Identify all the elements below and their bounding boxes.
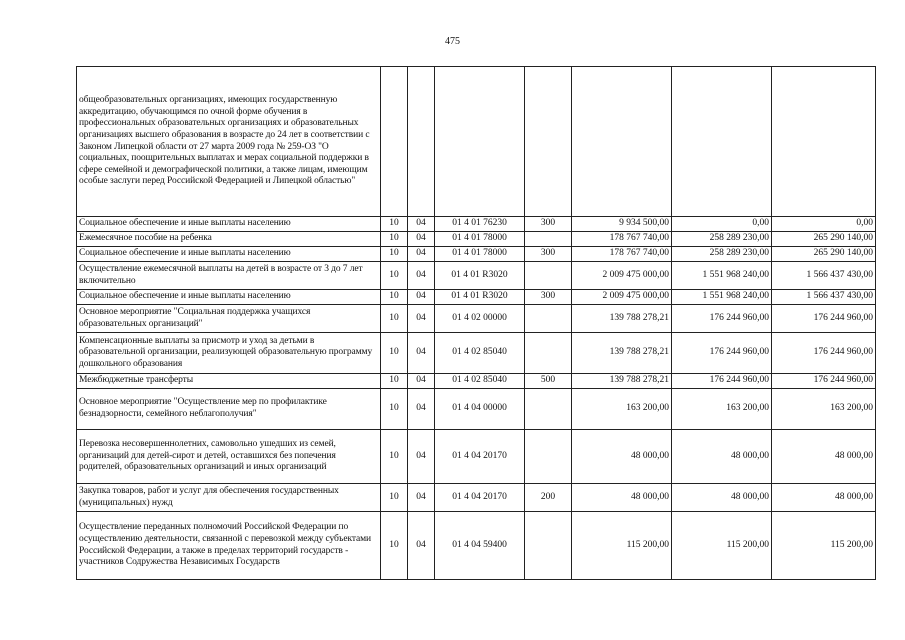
cell-target-article: 01 4 02 85040 (435, 374, 525, 389)
cell-amount-year2: 0,00 (672, 217, 772, 232)
cell-subsection: 04 (408, 333, 435, 374)
cell-subsection: 04 (408, 305, 435, 333)
cell-target-article: 01 4 01 78000 (435, 232, 525, 247)
row-description: Социальное обеспечение и иные выплаты населению (77, 247, 381, 262)
cell-amount-year2: 115 200,00 (672, 512, 772, 580)
cell-section: 10 (381, 374, 408, 389)
row-description: Социальное обеспечение и иные выплаты населению (77, 290, 381, 305)
table-row (77, 305, 876, 333)
row-description: Компенсационные выплаты за присмотр и уход за детьми в образовательной организации, реализующей образовательную программу дошкольного образования (77, 333, 381, 374)
cell-amount-year3: 1 566 437 430,00 (772, 262, 876, 290)
table-row (77, 67, 876, 217)
row-description: Основное мероприятие "Социальная поддержка учащихся образовательных организаций" (77, 305, 381, 333)
cell-section: 10 (381, 484, 408, 512)
cell-amount-year2: 176 244 960,00 (672, 333, 772, 374)
cell-amount-year1: 139 788 278,21 (572, 374, 672, 389)
cell-amount-year1: 2 009 475 000,00 (572, 262, 672, 290)
cell-section: 10 (381, 262, 408, 290)
cell-subsection: 04 (408, 290, 435, 305)
cell-subsection: 04 (408, 430, 435, 484)
row-description: Ежемесячное пособие на ребенка (77, 232, 381, 247)
cell-amount-year3: 176 244 960,00 (772, 305, 876, 333)
cell-subsection (408, 67, 435, 217)
cell-section (381, 67, 408, 217)
cell-expense-type (525, 262, 572, 290)
cell-target-article: 01 4 04 20170 (435, 484, 525, 512)
table-row (77, 512, 876, 580)
cell-amount-year2 (672, 67, 772, 217)
table-row (77, 484, 876, 512)
cell-target-article: 01 4 04 00000 (435, 389, 525, 430)
cell-subsection: 04 (408, 484, 435, 512)
cell-amount-year2: 48 000,00 (672, 484, 772, 512)
cell-amount-year3: 176 244 960,00 (772, 374, 876, 389)
row-description: Межбюджетные трансферты (77, 374, 381, 389)
cell-target-article: 01 4 01 76230 (435, 217, 525, 232)
row-description: Социальное обеспечение и иные выплаты населению (77, 217, 381, 232)
table-row (77, 262, 876, 290)
cell-expense-type (525, 512, 572, 580)
page-number: 475 (445, 36, 460, 47)
cell-amount-year1: 178 767 740,00 (572, 247, 672, 262)
cell-amount-year3: 176 244 960,00 (772, 333, 876, 374)
cell-amount-year1: 48 000,00 (572, 430, 672, 484)
table-row (77, 290, 876, 305)
cell-section: 10 (381, 247, 408, 262)
cell-amount-year1: 178 767 740,00 (572, 232, 672, 247)
row-description: Закупка товаров, работ и услуг для обеспечения государственных (муниципальных) нужд (77, 484, 381, 512)
cell-amount-year3: 265 290 140,00 (772, 247, 876, 262)
table-row (77, 247, 876, 262)
cell-amount-year3: 115 200,00 (772, 512, 876, 580)
table-row (77, 430, 876, 484)
cell-section: 10 (381, 389, 408, 430)
cell-section: 10 (381, 217, 408, 232)
row-description: Основное мероприятие "Осуществление мер по профилактике безнадзорности, семейного неблагополучия" (77, 389, 381, 430)
cell-subsection: 04 (408, 262, 435, 290)
cell-amount-year2: 176 244 960,00 (672, 374, 772, 389)
cell-amount-year3: 163 200,00 (772, 389, 876, 430)
cell-section: 10 (381, 290, 408, 305)
cell-amount-year2: 176 244 960,00 (672, 305, 772, 333)
cell-amount-year1: 48 000,00 (572, 484, 672, 512)
cell-subsection: 04 (408, 512, 435, 580)
cell-section: 10 (381, 232, 408, 247)
cell-subsection: 04 (408, 247, 435, 262)
cell-section: 10 (381, 305, 408, 333)
cell-expense-type: 300 (525, 247, 572, 262)
cell-subsection: 04 (408, 232, 435, 247)
cell-amount-year3: 0,00 (772, 217, 876, 232)
cell-amount-year1: 9 934 500,00 (572, 217, 672, 232)
table-row (77, 389, 876, 430)
cell-amount-year1: 139 788 278,21 (572, 305, 672, 333)
cell-subsection: 04 (408, 374, 435, 389)
cell-expense-type (525, 67, 572, 217)
cell-expense-type (525, 232, 572, 247)
table-row (77, 374, 876, 389)
cell-amount-year1: 163 200,00 (572, 389, 672, 430)
cell-amount-year1 (572, 67, 672, 217)
table-row (77, 217, 876, 232)
cell-expense-type (525, 430, 572, 484)
cell-target-article: 01 4 02 85040 (435, 333, 525, 374)
cell-amount-year3: 265 290 140,00 (772, 232, 876, 247)
cell-amount-year2: 1 551 968 240,00 (672, 290, 772, 305)
cell-amount-year2: 258 289 230,00 (672, 247, 772, 262)
cell-subsection: 04 (408, 217, 435, 232)
cell-amount-year2: 1 551 968 240,00 (672, 262, 772, 290)
row-description: общеобразовательных организациях, имеющих государственную аккредитацию, обучающимся по очной форме обучения в профессиональных образовательных организациях и образовательных организациях высшего образования в возрасте до 24 лет в соответствии с Законом Липецкой области от 27 марта 2009 года № 259-ОЗ "О социальных, поощрительных выплатах и мерах социальной поддержки в сфере семейной и демографической политики, а также лицам, имеющим особые заслуги перед Российской Федерацией и Липецкой областью" (77, 67, 381, 217)
cell-subsection: 04 (408, 389, 435, 430)
cell-amount-year3 (772, 67, 876, 217)
cell-target-article: 01 4 02 00000 (435, 305, 525, 333)
cell-expense-type: 300 (525, 217, 572, 232)
cell-amount-year3: 48 000,00 (772, 430, 876, 484)
cell-target-article: 01 4 04 20170 (435, 430, 525, 484)
cell-amount-year1: 115 200,00 (572, 512, 672, 580)
cell-amount-year3: 1 566 437 430,00 (772, 290, 876, 305)
cell-expense-type (525, 333, 572, 374)
cell-section: 10 (381, 512, 408, 580)
cell-section: 10 (381, 333, 408, 374)
cell-target-article: 01 4 01 R3020 (435, 290, 525, 305)
cell-target-article: 01 4 01 78000 (435, 247, 525, 262)
cell-expense-type: 200 (525, 484, 572, 512)
cell-target-article: 01 4 01 R3020 (435, 262, 525, 290)
cell-target-article: 01 4 04 59400 (435, 512, 525, 580)
cell-expense-type: 500 (525, 374, 572, 389)
table-row (77, 333, 876, 374)
cell-section: 10 (381, 430, 408, 484)
cell-amount-year3: 48 000,00 (772, 484, 876, 512)
cell-amount-year1: 2 009 475 000,00 (572, 290, 672, 305)
cell-amount-year2: 163 200,00 (672, 389, 772, 430)
row-description: Осуществление переданных полномочий Российской Федерации по осуществлению деятельности, связанной с перевозкой между субъектами Российской Федерации, а также в пределах территорий государств - участников Содружества Независимых Государств (77, 512, 381, 580)
cell-target-article (435, 67, 525, 217)
cell-expense-type (525, 305, 572, 333)
cell-expense-type: 300 (525, 290, 572, 305)
row-description: Осуществление ежемесячной выплаты на детей в возрасте от 3 до 7 лет включительно (77, 262, 381, 290)
row-description: Перевозка несовершеннолетних, самовольно ушедших из семей, организаций для детей-сирот и детей, оставшихся без попечения родителей, образовательных организаций и иных организаций (77, 430, 381, 484)
cell-amount-year2: 48 000,00 (672, 430, 772, 484)
cell-amount-year2: 258 289 230,00 (672, 232, 772, 247)
table-row (77, 232, 876, 247)
cell-expense-type (525, 389, 572, 430)
budget-table (76, 66, 876, 580)
cell-amount-year1: 139 788 278,21 (572, 333, 672, 374)
